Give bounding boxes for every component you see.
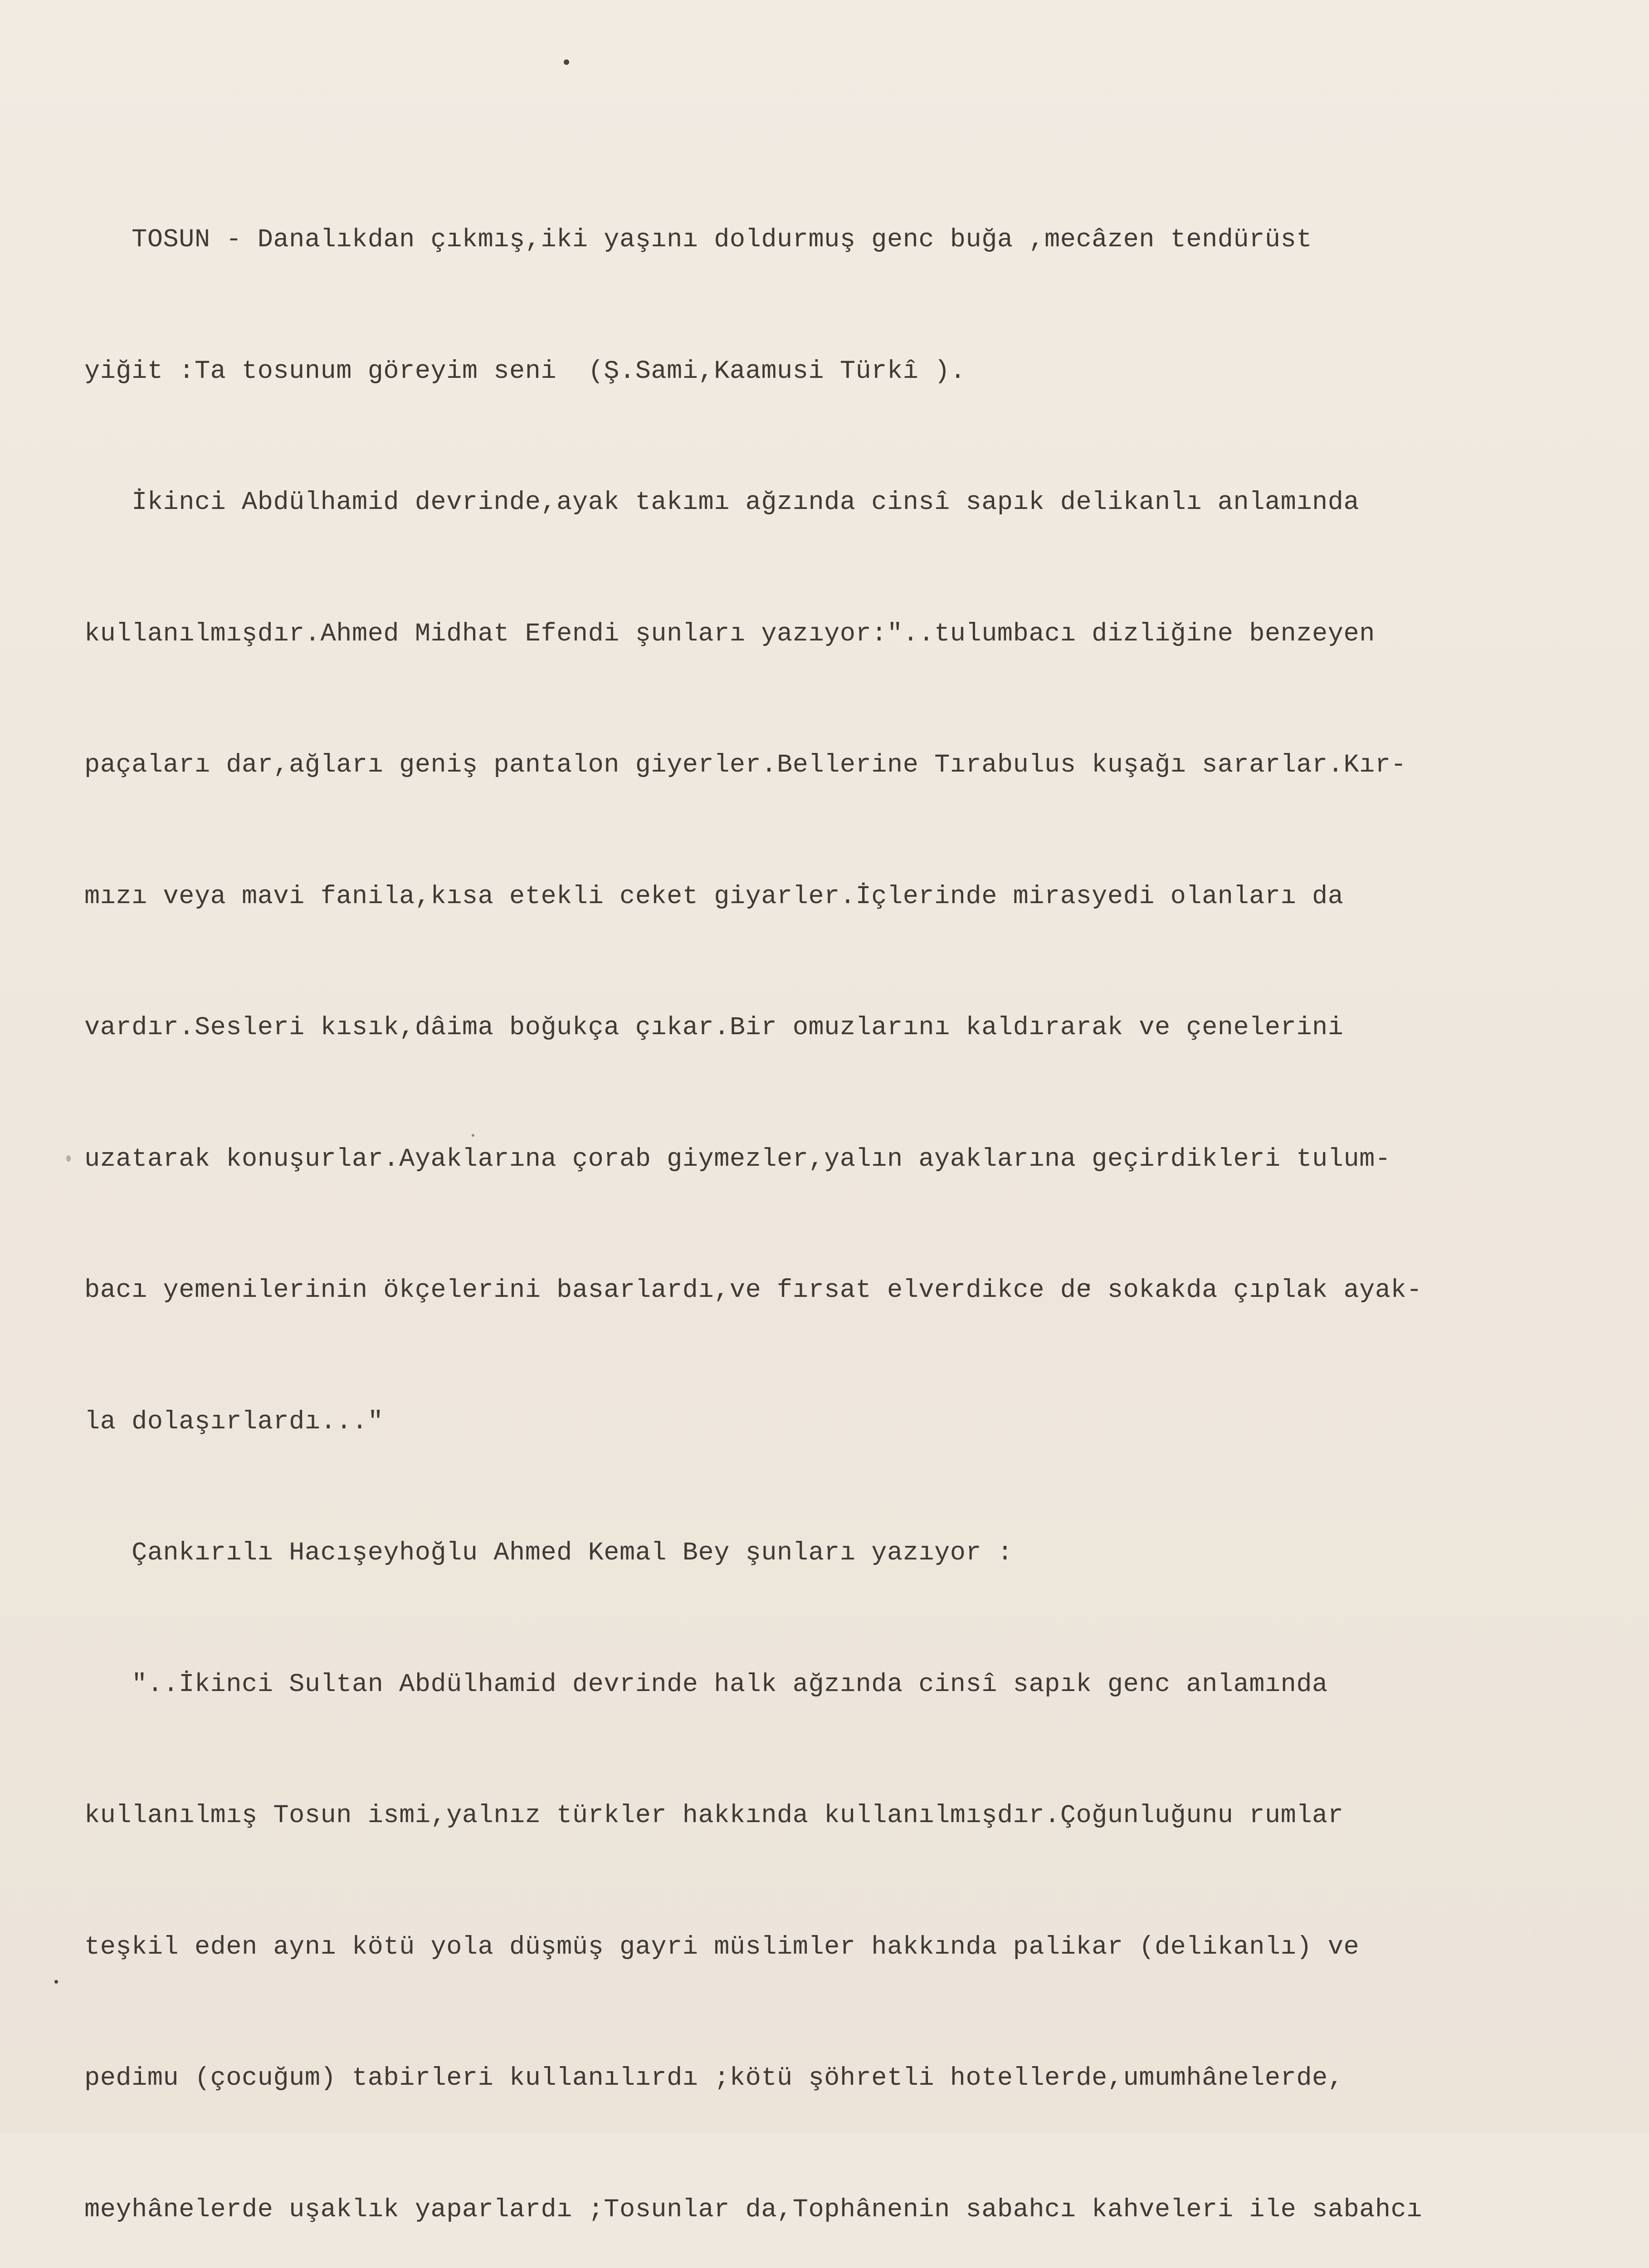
text-line: kullanılmışdır.Ahmed Midhat Efendi şunları yazıyor:"..tulumbacı dizliğine benzeyen — [84, 619, 1375, 649]
paper-stain — [66, 1155, 71, 1162]
text-line: uzatarak konuşurlar.Ayaklarına çorab giymezler,yalın ayaklarına geçirdikleri tulum- — [84, 1144, 1391, 1174]
text-line: la dolaşırlardı..." — [84, 1407, 384, 1437]
text-line: pedimu (çocuğum) tabirleri kullanılırdı ;kötü şöhretli hotellerde,umumhânelerde, — [84, 2064, 1344, 2093]
text-line: "..İkinci Sultan Abdülhamid devrinde halk ağzında cinsî sapık genc anlamında — [84, 1670, 1328, 1699]
text-line: bacı yemenilerinin ökçelerini basarlardı,ve fırsat elverdikce de sokakda çıplak ayak- — [84, 1276, 1422, 1305]
text-line: yiğit :Ta tosunum göreyim seni (Ş.Sami,Kaamusi Türkî ). — [84, 357, 966, 386]
ink-speck — [564, 59, 569, 65]
text-line: mızı veya mavi fanila,kısa etekli ceket giyarler.İçlerinde mirasyedi olanları da — [84, 882, 1344, 911]
text-line: teşkil eden aynı kötü yola düşmüş gayri müslimler hakkında palikar (delikanlı) ve — [84, 1932, 1360, 1962]
text-line: paçaları dar,ağları geniş pantalon giyerler.Bellerine Tırabulus kuşağı sararlar.Kır- — [84, 751, 1407, 780]
text-line: Çankırılı Hacışeyhoğlu Ahmed Kemal Bey şunları yazıyor : — [84, 1539, 1013, 1568]
text-line: vardır.Sesleri kısık,dâima boğukça çıkar.Bir omuzlarını kaldırarak ve çenelerini — [84, 1013, 1344, 1042]
text-line: kullanılmış Tosun ismi,yalnız türkler hakkında kullanılmışdır.Çoğunluğunu rumlar — [84, 1801, 1344, 1830]
text-line: TOSUN - Danalıkdan çıkmış,iki yaşını doldurmuş genc buğa ,mecâzen tendürüst — [84, 225, 1312, 254]
text-line: meyhânelerde uşaklık yaparlardı ;Tosunlar da,Tophânenin sabahcı kahveleri ile sabahcı — [84, 2195, 1422, 2224]
typed-text-body — [84, 131, 1635, 2268]
text-line: İkinci Abdülhamid devrinde,ayak takımı ağzında cinsî sapık delikanlı anlamında — [84, 488, 1360, 517]
ink-speck — [54, 1980, 58, 1984]
